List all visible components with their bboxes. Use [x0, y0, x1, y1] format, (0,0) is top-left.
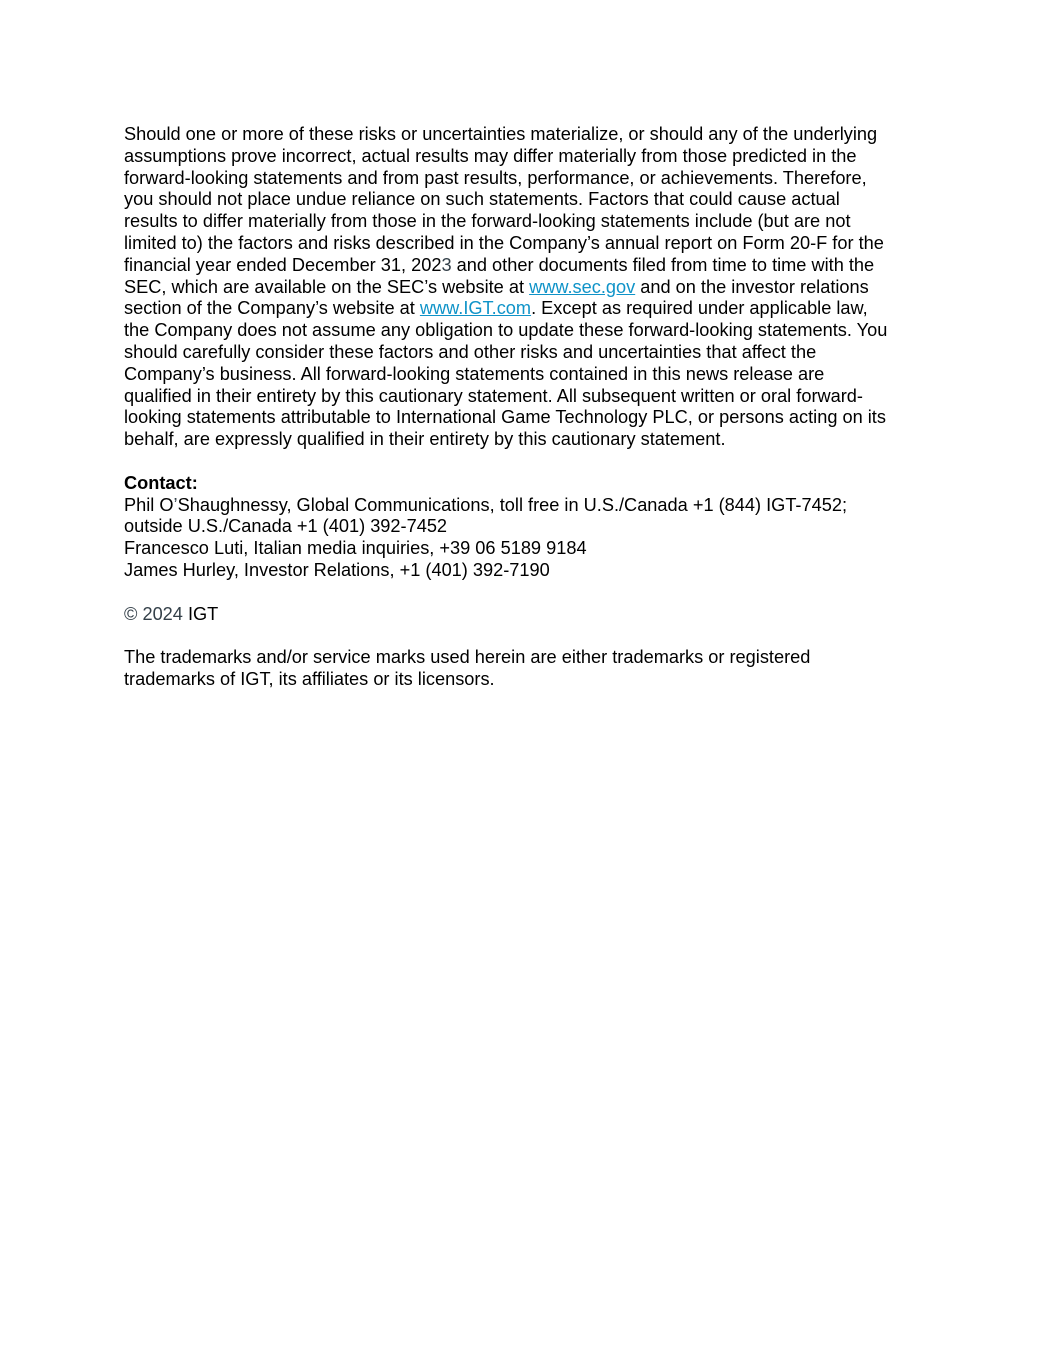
copyright-company: IGT: [182, 603, 219, 624]
paragraph-line: limited to) the factors and risks described in the Company’s annual report on Form 20-F for the: [124, 232, 884, 253]
paragraph-line: results to differ materially from those in the forward-looking statements include (but are not: [124, 211, 851, 232]
trademark-line: trademarks of IGT, its affiliates or its licensors.: [124, 668, 495, 689]
contact-line: Francesco Luti, Italian media inquiries, +39 06 5189 9184: [124, 538, 587, 559]
paragraph-line: assumptions prove incorrect, actual results may differ materially from those predicted in the: [124, 145, 857, 166]
paragraph-line: the Company does not assume any obligation to update these forward-looking statements. You: [124, 320, 888, 341]
sec-website-link[interactable]: www.sec.gov: [529, 276, 636, 297]
paragraph-line: qualified in their entirety by this cautionary statement. All subsequent written or oral forward-: [124, 385, 863, 406]
paragraph-text: SEC, which are available on the SEC’s website at: [124, 276, 530, 297]
contact-section: [124, 473, 926, 582]
paragraph-line: [124, 277, 926, 299]
trademark-notice: [124, 647, 926, 691]
paragraph-text: section of the Company’s website at: [124, 298, 420, 319]
trademark-line: The trademarks and/or service marks used herein are either trademarks or registered: [124, 647, 811, 668]
paragraph-line: you should not place undue reliance on such statements. Factors that could cause actual: [124, 189, 840, 210]
contact-text: Shaughnessy, Global Communications, toll free in U.S./Canada +1 (844) IGT-7452;: [177, 494, 847, 515]
paragraph-line: [124, 255, 926, 277]
year-digit: 3: [441, 254, 452, 275]
contact-text: Phil O: [124, 494, 174, 515]
paragraph-line: [124, 298, 926, 320]
contact-apostrophe: ’: [173, 494, 178, 515]
paragraph-line: Should one or more of these risks or uncertainties materialize, or should any of the underlying: [124, 124, 878, 144]
contact-heading: Contact:: [124, 472, 198, 493]
paragraph-line: looking statements attributable to International Game Technology PLC, or persons acting on its: [124, 407, 886, 428]
paragraph-line: behalf, are expressly qualified in their entirety by this cautionary statement.: [124, 429, 726, 450]
contact-line: [124, 495, 926, 517]
igt-website-link[interactable]: www.IGT.com: [419, 298, 532, 319]
paragraph-line: Company’s business. All forward-looking statements contained in this news release are: [124, 363, 825, 384]
forward-looking-paragraph: [124, 124, 926, 451]
paragraph-text: . Except as required under applicable law,: [531, 298, 868, 319]
paragraph-text: and on the investor relations: [635, 276, 869, 297]
copyright-line: [124, 604, 926, 626]
document-page: [124, 124, 926, 691]
paragraph-line: should carefully consider these factors and other risks and uncertainties that affect the: [124, 341, 817, 362]
contact-line: James Hurley, Investor Relations, +1 (401) 392-7190: [124, 559, 550, 580]
paragraph-text: and other documents filed from time to time with the: [451, 254, 875, 275]
copyright-year: © 2024: [124, 603, 183, 624]
paragraph-line: forward-looking statements and from past results, performance, or achievements. Therefore,: [124, 167, 867, 188]
paragraph-text: financial year ended December 31, 202: [124, 254, 442, 275]
contact-line: outside U.S./Canada +1 (401) 392-7452: [124, 516, 448, 537]
